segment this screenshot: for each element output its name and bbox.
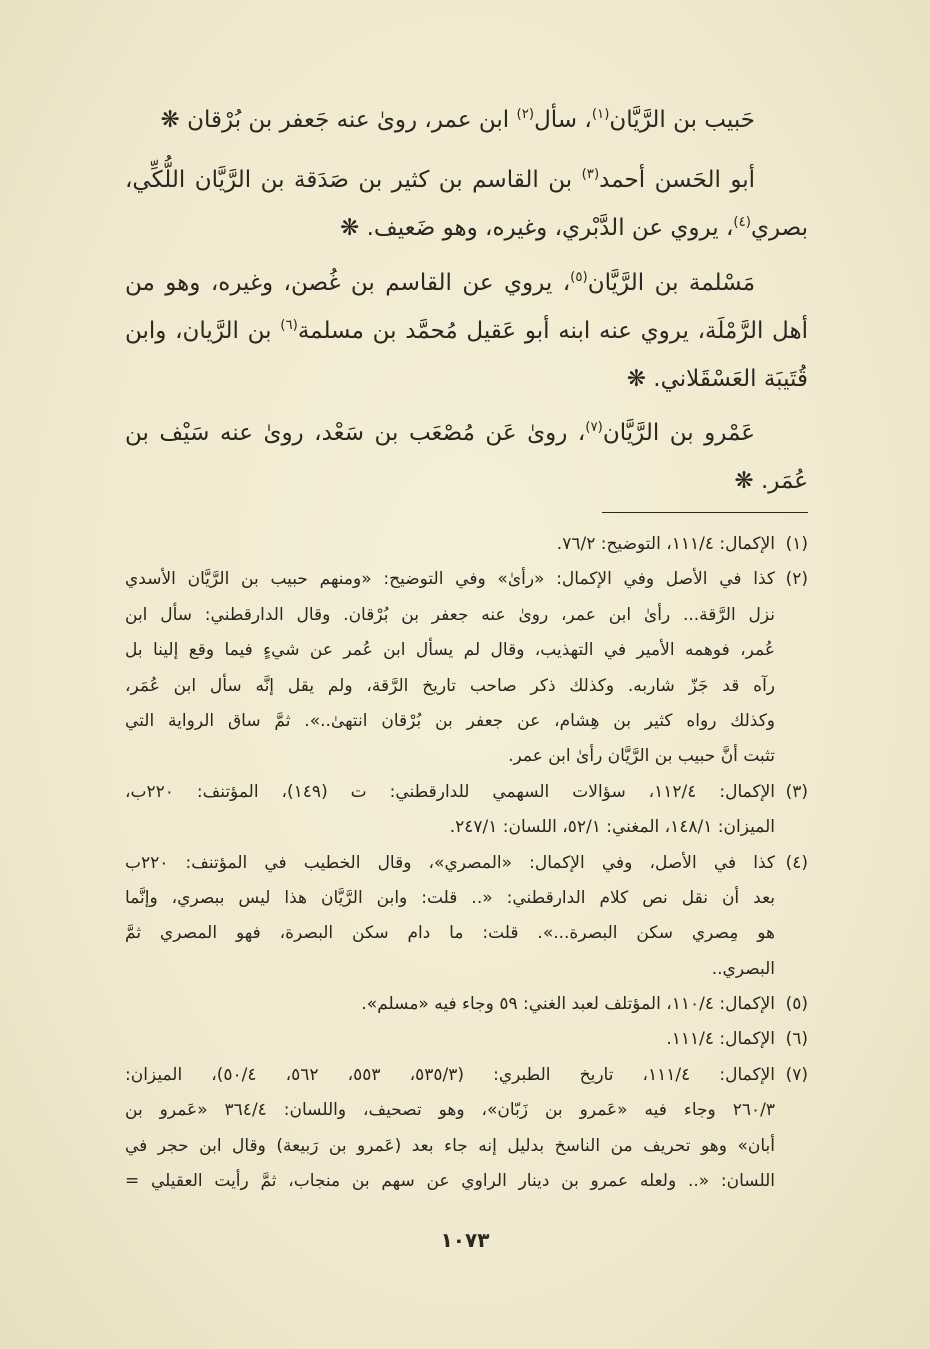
- main-text: [125, 96, 808, 505]
- entry-line: [125, 457, 808, 505]
- footnote-number: (٦): [785, 1029, 808, 1050]
- footnote-line: نزل الرَّقة... رأىٰ ابن عمر، روىٰ عنه جعفر بن بُرْقان. وقال الدارقطني: سأل ابن: [125, 604, 775, 625]
- footnote-1: [125, 527, 808, 562]
- entry-line: [125, 204, 808, 252]
- footnote-line: الإكمال: ١١١/٤، تاريخ الطبري: (٥٣٥/٣، ٥٥٣، ٥٦٢، ٥٠/٤)، الميزان:: [125, 1064, 775, 1085]
- footnote-line: بعد أن نقل نص كلام الدارقطني: «.. قلت: وابن الرَّيَّان هذا ليس ببصري، وإنَّما: [125, 887, 775, 908]
- footnote-ref: (٣): [581, 166, 600, 182]
- footnote-line: هو مِصري سكن البصرة...». قلت: ما دام سكن البصرة، فهو المصري ثمَّ: [125, 923, 775, 944]
- footnote-ref: (٦): [280, 317, 298, 333]
- entry-text: أبو الحَسن أحمد: [599, 167, 756, 193]
- footnote-line: الإكمال: ١١١/٤، التوضيح: ٧٦/٢.: [556, 534, 775, 554]
- footnote-line: الإكمال: ١١١/٤.: [666, 1029, 775, 1050]
- footnote-line: كذا في الأصل، وفي الإكمال: «المصري»، وقال الخطيب في المؤتنف: ٢٢٠ب: [125, 852, 775, 873]
- footnote-number: (٥): [785, 994, 808, 1015]
- entry-text: عَمْرو بن الرَّيَّان: [602, 420, 756, 446]
- entry-text: ، يروي عن الدَّبْري، وغيره، وهو ضَعيف. ❋: [340, 215, 734, 241]
- footnote-line: أبان» وهو تحريف من الناسخ بدليل إنه جاء بعد (عَمرو بن رَبيعة) وقال ابن حجر في: [125, 1135, 775, 1156]
- footnote-separator: [602, 512, 808, 513]
- entry-abu-al-hasan-ahmad: [125, 156, 808, 252]
- entry-text: بصري: [750, 215, 808, 241]
- footnote-number: (٣): [785, 781, 808, 802]
- entry-text: بن القاسم بن كثير بن صَدَقة بن الرَّيَّان اللُّكِّي،: [125, 167, 582, 193]
- entry-text: ، روىٰ عَن مُصْعَب بن سَعْد، روىٰ عنه سَيْف بن: [125, 420, 586, 446]
- footnote-4: [125, 846, 808, 988]
- footnote-6: [125, 1022, 808, 1057]
- footnote-ref: (٢): [516, 106, 535, 122]
- entry-text: مَسْلمة بن الرَّيَّان: [587, 270, 756, 296]
- entry-line: [125, 259, 808, 307]
- entry-line: [125, 156, 808, 204]
- footnote-line: عُمر، فوهمه الأمير في التهذيب، وقال لم يسأل ابن عُمر عن شيءٍ فيما وقع إلينا بل: [125, 640, 775, 661]
- entry-maslama-ibn-al-rayyan: [125, 259, 808, 403]
- entry-text: قُتَيبَة العَسْقَلاني. ❋: [626, 366, 808, 392]
- footnote-line: كذا في الأصل وفي الإكمال: «رأىٰ» وفي التوضيح: «ومنهم حبيب بن الرَّيَّان الأسدي: [125, 569, 775, 590]
- footnote-number: (٤): [785, 852, 808, 873]
- entry-text: عُمَر. ❋: [734, 468, 808, 494]
- entry-text: ابن عمر، روىٰ عنه جَعفر بن بُرْقان ❋: [160, 107, 517, 133]
- entry-text: ، سأل: [534, 107, 592, 133]
- footnote-line: الإكمال: ١١٠/٤، المؤتلف لعبد الغني: ٥٩ وجاء فيه «مسلم».: [361, 994, 775, 1015]
- footnote-ref: (٧): [585, 419, 603, 435]
- entry-text: ، يروي عن القاسم بن غُصن، وغيره، وهو من: [125, 270, 571, 296]
- page-number: ١٠٧٣: [440, 1228, 490, 1252]
- footnote-2: [125, 562, 808, 774]
- entry-text: بن الرَّيان، وابن: [125, 318, 281, 344]
- entry-line: [125, 96, 808, 144]
- footnote-line: رآه قد جَزّ شاربه. وكذلك ذكر صاحب تاريخ الرَّقة، ولم يقل إنَّه سأل ابن عُمَر،: [125, 675, 775, 696]
- footnote-5: [125, 987, 808, 1022]
- footnote-7: [125, 1058, 808, 1200]
- footnote-line: ٢٦٠/٣ وجاء فيه «عَمرو بن زَبّان»، وهو تصحيف، واللسان: ٣٦٤/٤ «عَمرو بن: [125, 1100, 775, 1121]
- footnote-ref: (٥): [570, 269, 588, 285]
- entry-text: حَبيب بن الرَّيَّان: [609, 107, 755, 133]
- footnote-ref: (١): [591, 106, 610, 122]
- footnote-number: (٧): [785, 1064, 808, 1085]
- entry-line: [125, 409, 808, 457]
- entry-line: [125, 355, 808, 403]
- entry-text: أهل الرَّمْلَة، يروي عنه ابنه أبو عَقيل مُحمَّد بن مسلمة: [297, 318, 808, 344]
- footnote-line: وكذلك رواه كثير بن هِشام، عن جعفر بن بُرْقان انتهىٰ..». ثمَّ ساق الرواية التي: [125, 710, 775, 731]
- footnote-line: تثبت أنَّ حبيب بن الرَّيَّان رأىٰ ابن عمر.: [508, 746, 775, 767]
- footnote-ref: (٤): [733, 214, 751, 230]
- entry-line: [125, 307, 808, 355]
- footnote-line: الميزان: ١٤٨/١، المغني: ٥٢/١، اللسان: ٢٤٧/١.: [449, 817, 775, 838]
- footnote-number: (١): [785, 534, 808, 554]
- entry-amr-ibn-al-rayyan: [125, 409, 808, 505]
- footnote-number: (٢): [785, 569, 808, 590]
- footnotes: [125, 527, 808, 1199]
- footnote-3: [125, 775, 808, 846]
- footnote-line: البصري..: [711, 958, 775, 979]
- footnote-line: اللسان: «.. ولعله عمرو بن دينار الراوي عن سهم بن منجاب، ثمَّ رأيت العقيلي =: [125, 1171, 775, 1192]
- footnote-line: الإكمال: ١١٢/٤، سؤالات السهمي للدارقطني: ت (١٤٩)، المؤتنف: ٢٢٠ب،: [125, 781, 775, 802]
- entry-habib-ibn-al-rayyan: [125, 96, 808, 144]
